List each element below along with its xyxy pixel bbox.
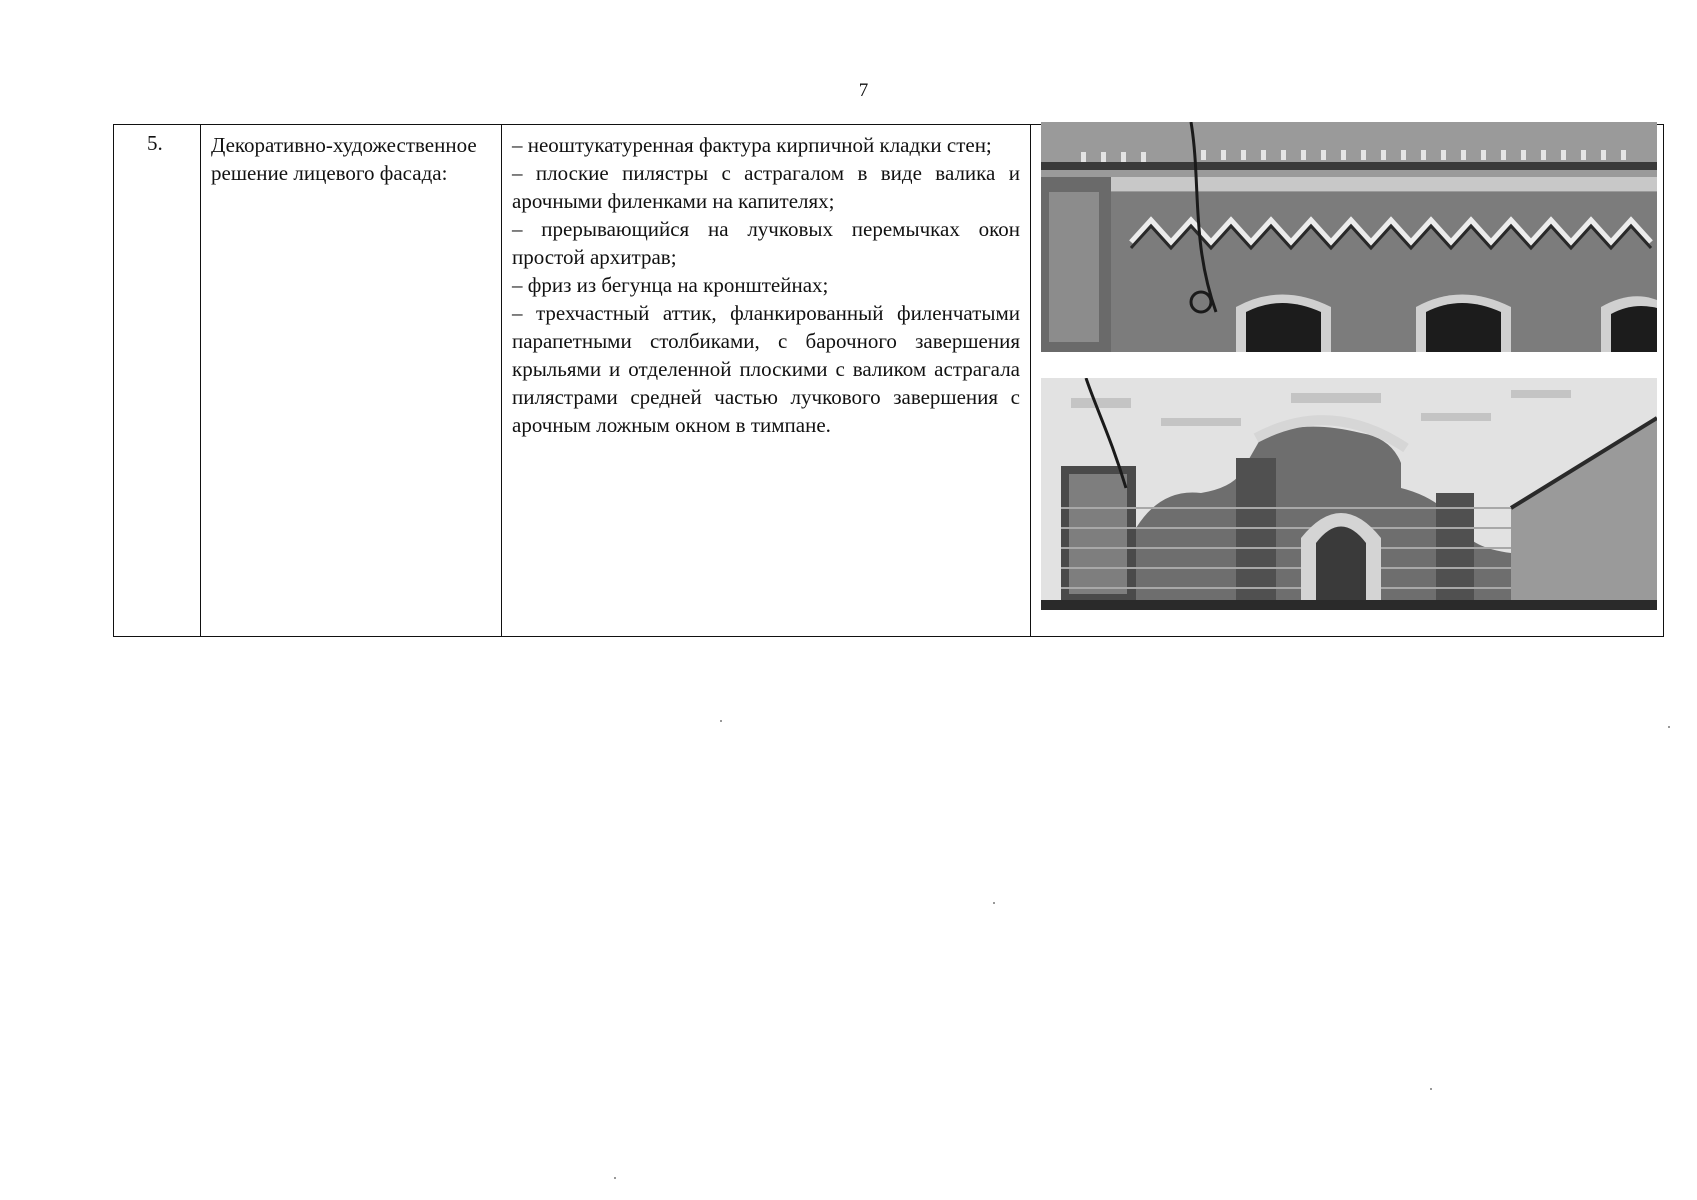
description-item: – фриз из бегунца на кронштейнах; [512,273,829,297]
attribute-table-row [113,124,1664,637]
facade-cornice-photo [1041,122,1657,352]
page-number: 7 [858,80,869,101]
scan-speck [614,1177,616,1179]
photo-cell [1031,125,1663,636]
scan-speck [1430,1088,1432,1090]
attribute-description-cell [502,125,1031,636]
row-number-cell [114,125,201,636]
scan-speck [993,902,995,904]
scan-speck [1668,726,1670,728]
attic-photo [1041,378,1657,610]
attribute-description [512,131,1020,439]
description-item: – прерывающийся на лучковых перемычках окон простой архитрав; [512,217,1020,269]
scan-speck [720,720,722,722]
description-item: – трехчастный аттик, фланкированный филенчатыми парапетными столбиками, с барочного завершения крыльями и отделенной плоскими с валиком астрагала пилястрами средней частью лучкового завершения с арочным ложным окном в тимпане. [512,301,1020,437]
attribute-name-cell [201,125,502,636]
description-item: – неоштукатуренная фактура кирпичной кладки стен; [512,133,992,157]
description-item: – плоские пилястры с астрагалом в виде валика и арочными филенками на капителях; [512,161,1020,213]
row-number: 5. [147,131,163,155]
attribute-name: Декоративно-художественное решение лицевого фасада: [211,133,477,185]
